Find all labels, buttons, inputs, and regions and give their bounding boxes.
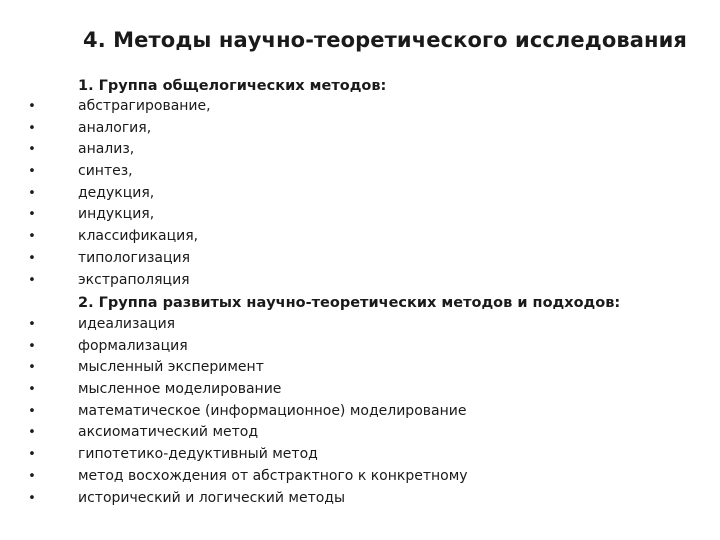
bullet-icon: •	[28, 490, 36, 506]
bullet-icon: •	[28, 250, 36, 266]
bullet-icon: •	[28, 403, 36, 419]
slide: 4. Методы научно-теоретического исследования 1. Группа общелогических методов: • абстрагирование, • аналогия, • анализ, • синтез, • дедукция, • индукция, • классификация, • типологизация • экстраполяция 2. Группа развитых научно-теоретических методов и подходов: • идеализация • формализация • мысленный эксперимент • мысленное моделирование • математическое (информационное) моделирование • аксиоматический метод • гипотетико-дедуктивный метод • метод восхождения от абстрактного к конкретному • исторический и логический методы	[0, 0, 720, 540]
bullet-icon: •	[28, 164, 36, 180]
bullet-icon: •	[28, 272, 36, 288]
bullet-icon: •	[28, 338, 36, 354]
bullet-icon: •	[28, 317, 36, 332]
bullet-icon: •	[28, 120, 36, 136]
bullet-icon: •	[28, 229, 36, 245]
bullet-icon: •	[28, 185, 36, 201]
bullet-icon: •	[28, 207, 36, 223]
bullet-icon: •	[28, 99, 36, 114]
slide-title: 4. Методы научно-теоретического исследования	[82, 28, 688, 52]
section-heading-advanced-theoretical: 2. Группа развитых научно-теоретических методов и подходов:	[78, 295, 621, 311]
bullet-icon: •	[28, 360, 36, 376]
bullet-icon: •	[28, 142, 36, 158]
section-heading-general-logical: 1. Группа общелогических методов:	[78, 78, 387, 94]
bullet-icon: •	[28, 468, 36, 484]
bullet-icon: •	[28, 425, 36, 441]
bullet-icon: •	[28, 382, 36, 398]
bullet-icon: •	[28, 447, 36, 463]
